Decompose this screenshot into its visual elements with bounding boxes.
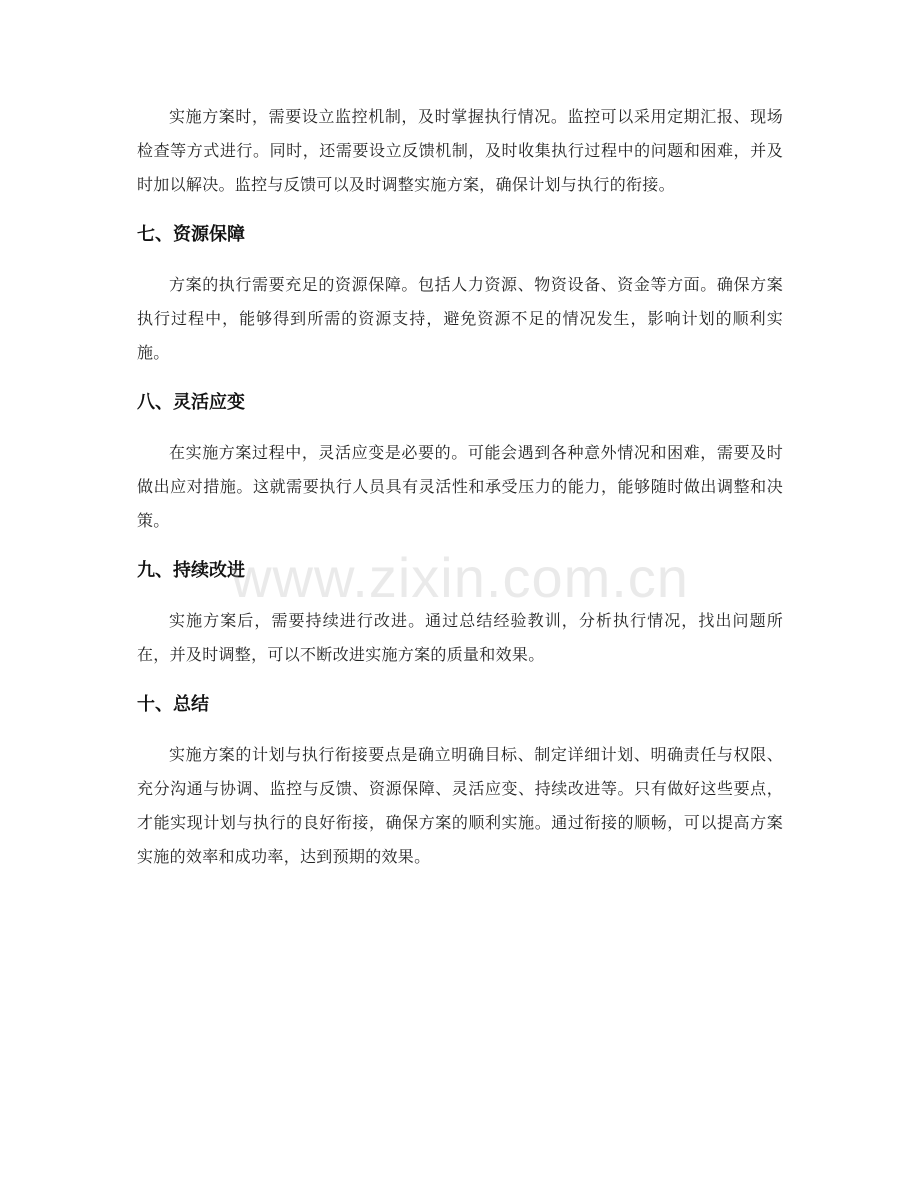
section-paragraph-resources: 方案的执行需要充足的资源保障。包括人力资源、物资设备、资金等方面。确保方案执行过程中，能够得到所需的资源支持，避免资源不足的情况发生，影响计划的顺利实施。 xyxy=(137,275,783,362)
section-heading-resources: 七、资源保障 xyxy=(137,224,245,245)
intro-paragraph: 实施方案时，需要设立监控机制，及时掌握执行情况。监控可以采用定期汇报、现场检查等方式进行。同时，还需要设立反馈机制，及时收集执行过程中的问题和困难，并及时加以解决。监控与反馈可以及时调整实施方案，确保计划与执行的衔接。 xyxy=(137,107,783,194)
section-paragraph-improvement: 实施方案后，需要持续进行改进。通过总结经验教训，分析执行情况，找出问题所在，并及时调整，可以不断改进实施方案的质量和效果。 xyxy=(137,611,783,664)
section-heading-improvement: 九、持续改进 xyxy=(137,560,245,581)
section-paragraph-summary: 实施方案的计划与执行衔接要点是确立明确目标、制定详细计划、明确责任与权限、充分沟通与协调、监控与反馈、资源保障、灵活应变、持续改进等。只有做好这些要点，才能实现计划与执行的良好衔接，确保方案的顺利实施。通过衔接的顺畅，可以提高方案实施的效率和成功率，达到预期的效果。 xyxy=(137,745,783,866)
watermark: www.zixin.com.cn xyxy=(231,546,689,609)
document-page xyxy=(137,100,783,892)
section-paragraph-flexibility: 在实施方案过程中，灵活应变是必要的。可能会遇到各种意外情况和困难，需要及时做出应对措施。这就需要执行人员具有灵活性和承受压力的能力，能够随时做出调整和决策。 xyxy=(137,443,783,530)
section-heading-flexibility: 八、灵活应变 xyxy=(137,392,245,413)
section-heading-summary: 十、总结 xyxy=(137,694,209,715)
